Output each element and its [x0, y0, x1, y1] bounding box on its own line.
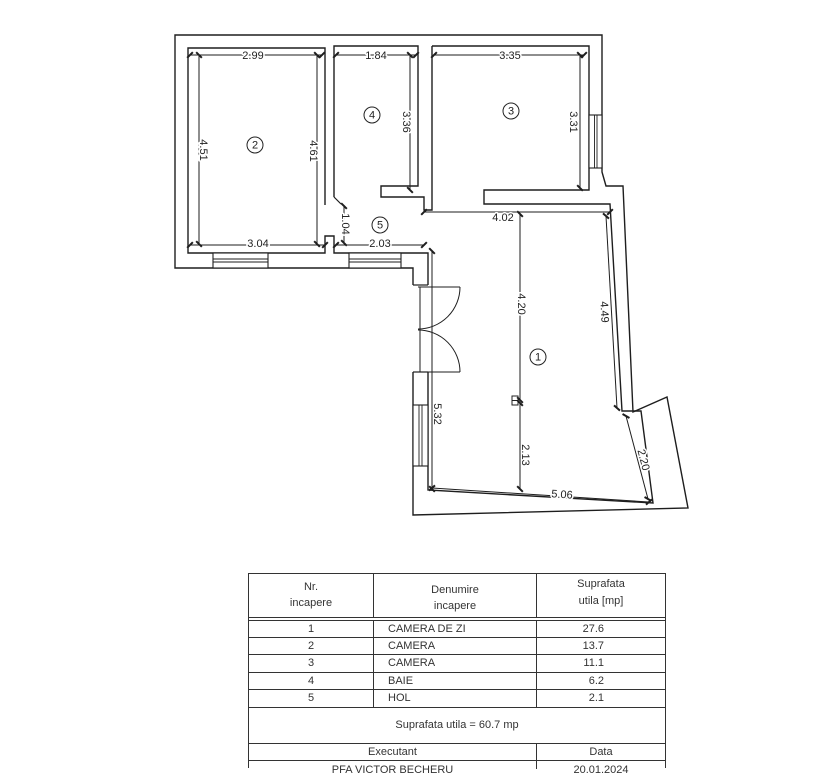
row-area: 27.6: [582, 623, 604, 635]
total-area: Suprafata utila = 60.7 mp: [395, 719, 519, 731]
dim-label: 3.04: [247, 238, 269, 250]
row-area: 13.7: [582, 640, 604, 652]
room-marker-3: [503, 103, 519, 119]
room-2-hall-wall-outline: [188, 48, 428, 285]
table-executant-header-row: [249, 744, 665, 761]
dim-label: 5.06: [550, 488, 574, 502]
window-frame: [349, 253, 401, 268]
dim-line-room-1-bottom: [432, 488, 649, 502]
table-row: [249, 673, 665, 690]
header-nr: [249, 574, 374, 617]
dim-label: 4.51: [197, 139, 209, 161]
table-executant-row: [249, 761, 665, 776]
table-row: [249, 638, 665, 655]
header-text: Nr.: [303, 581, 319, 593]
window-frame: [213, 253, 268, 268]
row-nr: 1: [249, 621, 374, 637]
dim-label: 1.84: [365, 50, 387, 62]
dim-label: 1.04: [339, 213, 351, 235]
header-area: [537, 574, 665, 617]
dim-label: 2.20: [634, 448, 652, 472]
door-swing-arc-top: [418, 287, 460, 329]
row-name: CAMERA: [374, 638, 537, 654]
dim-label: 4.61: [307, 140, 319, 162]
room-marker-number: 3: [507, 105, 515, 118]
room-4-wall-outline: [334, 46, 432, 210]
room-marker-4: [364, 107, 380, 123]
dim-label: 5.32: [431, 403, 443, 425]
executant-date: 20.01.2024: [573, 764, 629, 776]
room-marker-number: 5: [376, 219, 384, 232]
dim-label: 3.36: [400, 111, 412, 133]
row-area: 6.2: [588, 675, 604, 687]
row-area: 2.1: [588, 692, 604, 704]
window-hall: [349, 253, 401, 268]
executant-cell: [249, 761, 537, 776]
dim-label: 4.49: [597, 300, 611, 324]
room-marker-2: [247, 137, 263, 153]
room-3-room-1-wall-outline: [428, 46, 653, 503]
room-marker-1: [530, 349, 546, 365]
window-room-2: [213, 253, 268, 268]
dim-label: 3.31: [567, 111, 579, 133]
row-nr: 5: [249, 690, 374, 707]
dim-label: 2.13: [519, 444, 531, 466]
header-text: Suprafata: [577, 578, 625, 590]
table-total-row: [249, 708, 665, 744]
window-room-3: [589, 115, 602, 168]
window-room-1: [413, 405, 428, 466]
room-marker-number: 2: [251, 139, 259, 152]
header-text: incapere: [289, 597, 333, 609]
window-frame: [589, 115, 602, 168]
row-area: 11.1: [583, 657, 604, 669]
row-name: CAMERA: [374, 655, 537, 672]
header-text: incapere: [433, 600, 477, 612]
dim-label: 4.02: [492, 212, 514, 224]
window-frame: [413, 405, 428, 466]
row-nr: 2: [249, 638, 374, 654]
room-area-table: [248, 573, 666, 776]
row-name: CAMERA DE ZI: [374, 621, 537, 637]
row-nr: 3: [249, 655, 374, 672]
header-name: [374, 574, 537, 617]
door-swing-arc-bottom: [418, 330, 460, 372]
header-text: Denumire: [431, 584, 479, 596]
table-row: [249, 655, 665, 673]
executant-label: Executant: [249, 744, 537, 760]
table-row: [249, 620, 665, 638]
date-cell: [537, 761, 665, 776]
dim-label: 2.03: [369, 238, 391, 250]
date-label: Data: [589, 746, 613, 758]
room-2-door-stop: [334, 197, 341, 204]
row-name: HOL: [374, 690, 537, 707]
room-marker-number: 4: [368, 109, 376, 122]
dim-label: 3.35: [499, 50, 521, 62]
room-marker-5: [372, 217, 388, 233]
entrance-double-door: [418, 287, 460, 372]
header-text: utila [mp]: [578, 595, 624, 607]
room-marker-number: 1: [534, 351, 542, 364]
dim-label: 2.99: [242, 50, 264, 62]
executant-name: PFA VICTOR BECHERU: [331, 764, 454, 776]
table-row: [249, 690, 665, 708]
row-name: BAIE: [374, 673, 537, 689]
row-nr: 4: [249, 673, 374, 689]
dim-label: 4.20: [515, 293, 527, 315]
table-header-row: [249, 574, 665, 618]
